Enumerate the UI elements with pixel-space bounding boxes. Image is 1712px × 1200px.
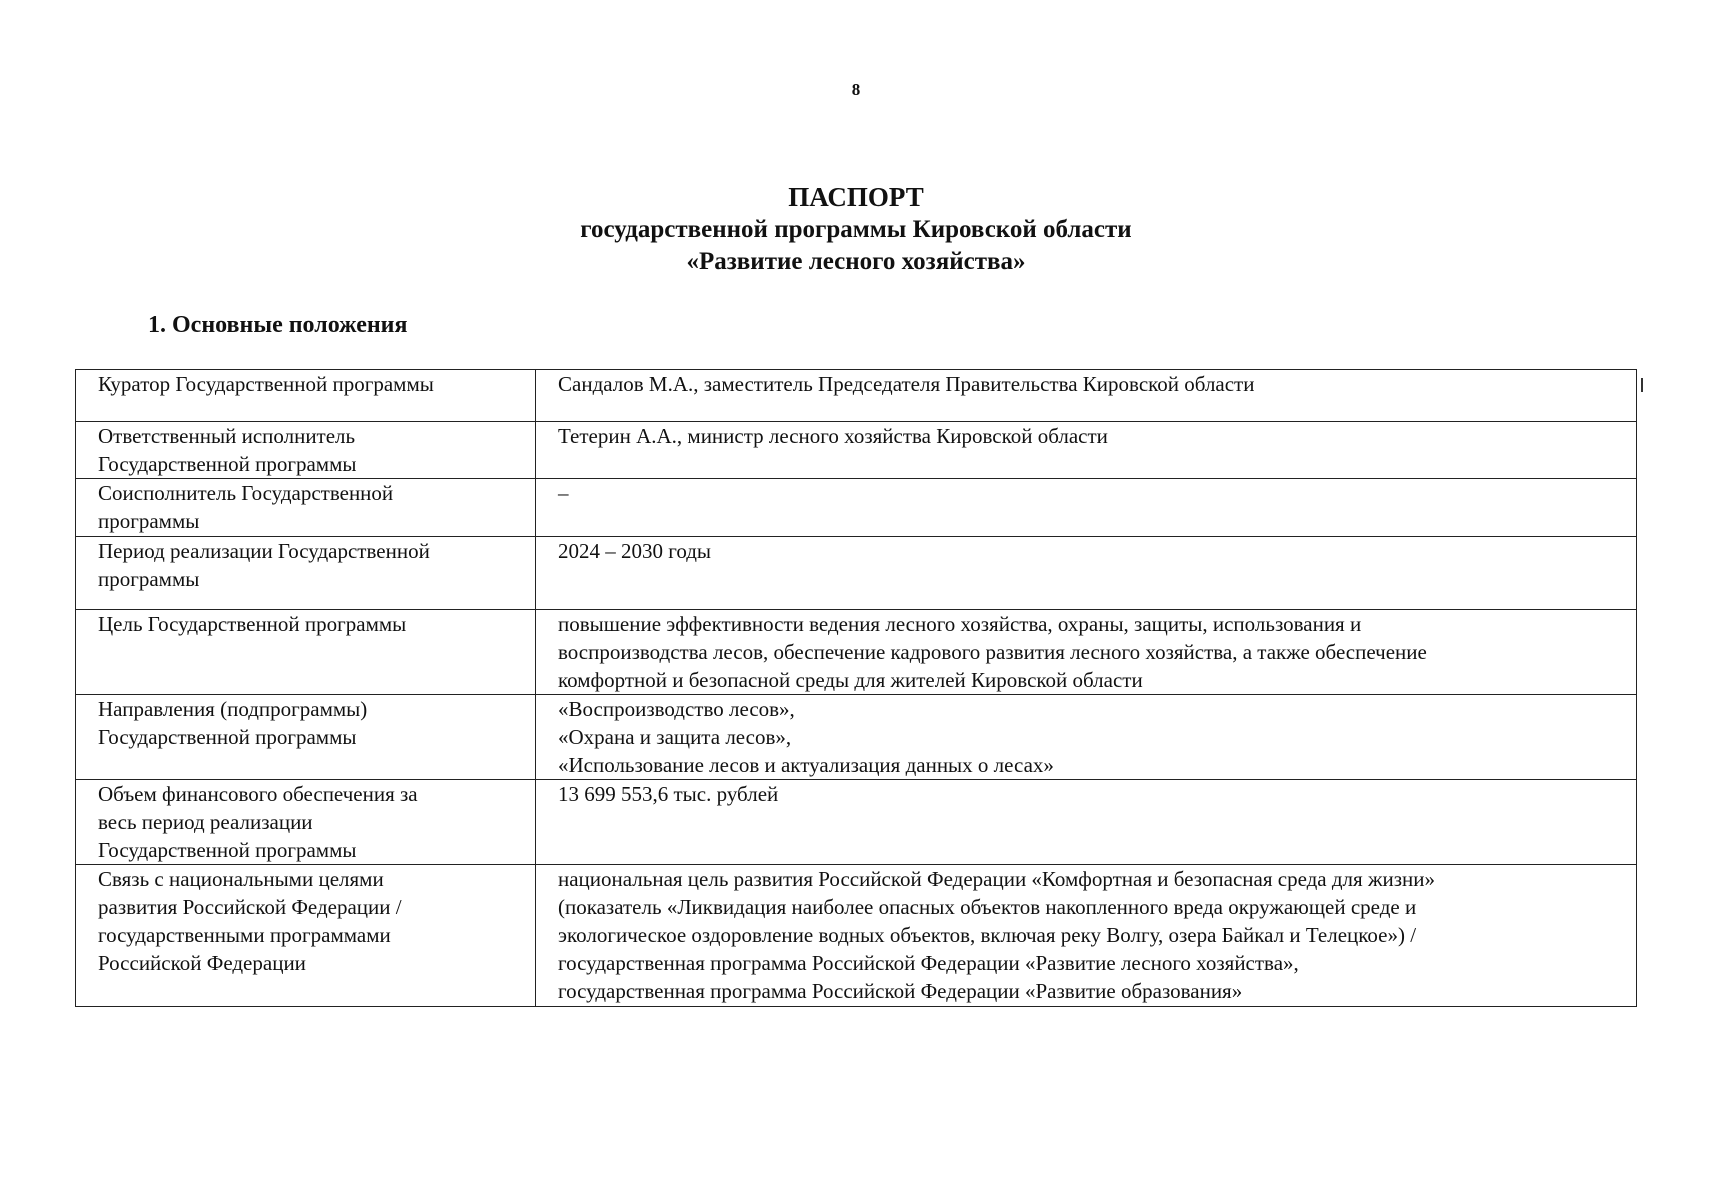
- table-row: [76, 422, 1637, 479]
- row-label-line: Государственной программы: [98, 452, 357, 476]
- row-label-line: Цель Государственной программы: [98, 612, 407, 636]
- row-label-line: программы: [98, 509, 200, 533]
- row-value-line: повышение эффективности ведения лесного хозяйства, охраны, защиты, использования и: [558, 612, 1362, 636]
- table-row: [76, 780, 1637, 865]
- document-subtitle-line-1: государственной программы Кировской области: [580, 216, 1132, 243]
- row-value: [536, 479, 1637, 537]
- row-label-line: Государственной программы: [98, 725, 357, 749]
- row-label-line: Период реализации Государственной: [98, 539, 430, 563]
- row-value-line: комфортной и безопасной среды для жителей Кировской области: [558, 668, 1143, 692]
- row-value: [536, 780, 1637, 865]
- row-label: [76, 479, 536, 537]
- row-label: [76, 695, 536, 780]
- row-value-line: 13 699 553,6 тыс. рублей: [558, 782, 779, 806]
- row-value-line: (показатель «Ликвидация наиболее опасных объектов накопленного вреда окружающей среде и: [558, 895, 1417, 919]
- row-value: [536, 865, 1637, 1007]
- row-value-line: экологическое оздоровление водных объектов, включая реку Волгу, озера Байкал и Телецкое») /: [558, 923, 1417, 947]
- scan-mark: [1641, 378, 1643, 392]
- table-row: [76, 695, 1637, 780]
- document-subtitle-line-2: «Развитие лесного хозяйства»: [686, 248, 1026, 275]
- row-value-line: государственная программа Российской Федерации «Развитие образования»: [558, 979, 1243, 1003]
- row-value-line: Сандалов М.А., заместитель Председателя Правительства Кировской области: [558, 372, 1255, 396]
- table-row: [76, 865, 1637, 1007]
- row-value-line: Тетерин А.А., министр лесного хозяйства Кировской области: [558, 424, 1108, 448]
- row-label: [76, 422, 536, 479]
- row-label-line: Куратор Государственной программы: [98, 372, 434, 396]
- row-value-line: 2024 – 2030 годы: [558, 539, 712, 563]
- document-title: ПАСПОРТ: [788, 182, 924, 212]
- row-label-line: весь период реализации: [98, 810, 313, 834]
- row-label: [76, 780, 536, 865]
- page-number: 8: [851, 80, 861, 99]
- row-label: [76, 865, 536, 1007]
- row-label-line: Объем финансового обеспечения за: [98, 782, 418, 806]
- table-row: [76, 479, 1637, 537]
- row-value: [536, 695, 1637, 780]
- row-label-line: Соисполнитель Государственной: [98, 481, 394, 505]
- row-value: [536, 422, 1637, 479]
- section-heading: 1. Основные положения: [148, 312, 408, 338]
- row-label-line: Ответственный исполнитель: [98, 424, 356, 448]
- table-row: [76, 610, 1637, 695]
- table-row: [76, 370, 1637, 422]
- row-label-line: Российской Федерации: [98, 951, 306, 975]
- row-value-line: «Воспроизводство лесов»,: [558, 697, 795, 721]
- row-value: [536, 537, 1637, 610]
- row-value: [536, 370, 1637, 422]
- row-label-line: развития Российской Федерации /: [98, 895, 402, 919]
- row-label: [76, 370, 536, 422]
- row-label: [76, 610, 536, 695]
- passport-table: [75, 369, 1637, 1007]
- row-value-line: «Использование лесов и актуализация данных о лесах»: [558, 753, 1054, 777]
- row-label: [76, 537, 536, 610]
- row-label-line: Государственной программы: [98, 838, 357, 862]
- row-label-line: программы: [98, 567, 200, 591]
- row-value: [536, 610, 1637, 695]
- row-label-line: Связь с национальными целями: [98, 867, 384, 891]
- row-value-line: –: [558, 481, 569, 505]
- row-value-line: «Охрана и защита лесов»,: [558, 725, 792, 749]
- table-row: [76, 537, 1637, 610]
- row-label-line: государственными программами: [98, 923, 391, 947]
- document-title-block: [0, 180, 1712, 278]
- row-value-line: национальная цель развития Российской Федерации «Комфортная и безопасная среда для жизни»: [558, 867, 1435, 891]
- row-label-line: Направления (подпрограммы): [98, 697, 368, 721]
- row-value-line: воспроизводства лесов, обеспечение кадрового развития лесного хозяйства, а также обеспечение: [558, 640, 1427, 664]
- row-value-line: государственная программа Российской Федерации «Развитие лесного хозяйства»,: [558, 951, 1299, 975]
